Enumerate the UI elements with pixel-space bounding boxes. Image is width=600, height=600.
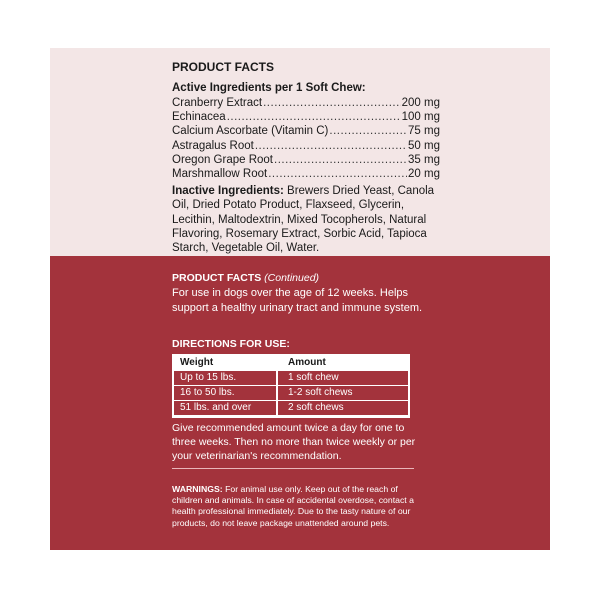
cell-weight: 16 to 50 lbs.	[174, 386, 278, 400]
dosage-note: Give recommended amount twice a day for one to three weeks. Then no more than twice weekly or per your veterinarian's recommendation.	[172, 422, 416, 462]
ingredient-row	[172, 153, 440, 167]
ingredient-name: Marshmallow Root	[172, 167, 268, 180]
ingredient-name: Oregon Grape Root	[172, 153, 274, 166]
table-header-row	[174, 356, 408, 370]
cell-amount: 1-2 soft chews	[288, 387, 353, 398]
ingredient-row	[172, 124, 440, 138]
header-amount: Amount	[288, 357, 326, 368]
active-ingredients-heading: Active Ingredients per 1 Soft Chew:	[172, 82, 366, 94]
ingredient-name: Cranberry Extract	[172, 97, 263, 109]
ingredient-name: Echinacea	[172, 111, 226, 124]
cell-amount: 2 soft chews	[288, 402, 344, 413]
ingredient-amount: 20 mg	[408, 167, 440, 180]
section-divider	[172, 468, 414, 469]
dot-leader	[268, 167, 407, 181]
ingredient-row	[172, 110, 440, 124]
inactive-ingredients	[172, 184, 442, 255]
active-ingredients-list	[172, 96, 440, 181]
table-row	[174, 371, 408, 385]
warnings	[172, 484, 420, 529]
continued-suffix: (Continued)	[264, 272, 320, 284]
inactive-ingredients-text: Brewers Dried Yeast, Canola Oil, Dried Potato Product, Flaxseed, Glycerin, Lecithin, Maltodextrin, Mixed Tocopherols, Natural Flavoring, Rosemary Extract, Sorbic Acid, Tapioca Starch, Vegetable Oil, Water.	[172, 185, 435, 255]
ingredient-name: Calcium Ascorbate (Vitamin C)	[172, 125, 329, 138]
dot-leader	[263, 96, 401, 110]
cell-amount: 1 soft chew	[288, 372, 339, 383]
dot-leader	[255, 139, 407, 153]
warnings-text: For animal use only. Keep out of the reach of children and animals. In case of accidental overdose, contact a health professional immediately. Due to the tasty nature of our products, do not leave package unattended around pets.	[172, 484, 414, 528]
ingredient-amount: 75 mg	[408, 125, 440, 138]
ingredient-row	[172, 167, 440, 181]
table-row	[174, 386, 408, 400]
continued-title-text: PRODUCT FACTS	[172, 272, 262, 284]
cell-weight: Up to 15 lbs.	[174, 371, 278, 385]
inactive-ingredients-label: Inactive Ingredients:	[172, 185, 284, 197]
ingredient-amount: 200 mg	[401, 97, 440, 109]
directions-title: DIRECTIONS FOR USE:	[172, 338, 290, 350]
header-weight: Weight	[180, 357, 214, 368]
cell-weight: 51 lbs. and over	[174, 401, 278, 415]
ingredient-amount: 50 mg	[408, 139, 440, 152]
dot-leader	[274, 153, 407, 167]
usage-text: For use in dogs over the age of 12 weeks. Helps support a healthy urinary tract and immune system.	[172, 287, 423, 314]
ingredient-row	[172, 139, 440, 153]
ingredient-row	[172, 96, 440, 110]
dot-leader	[329, 124, 407, 138]
product-facts-title: PRODUCT FACTS	[172, 60, 274, 74]
dosage-table	[172, 354, 410, 418]
warnings-label: WARNINGS:	[172, 484, 223, 494]
product-facts-continued-title	[172, 272, 319, 284]
dot-leader	[227, 110, 401, 124]
table-row	[174, 401, 408, 415]
ingredient-amount: 100 mg	[401, 111, 440, 124]
ingredient-name: Astragalus Root	[172, 139, 254, 152]
ingredient-amount: 35 mg	[408, 153, 440, 166]
